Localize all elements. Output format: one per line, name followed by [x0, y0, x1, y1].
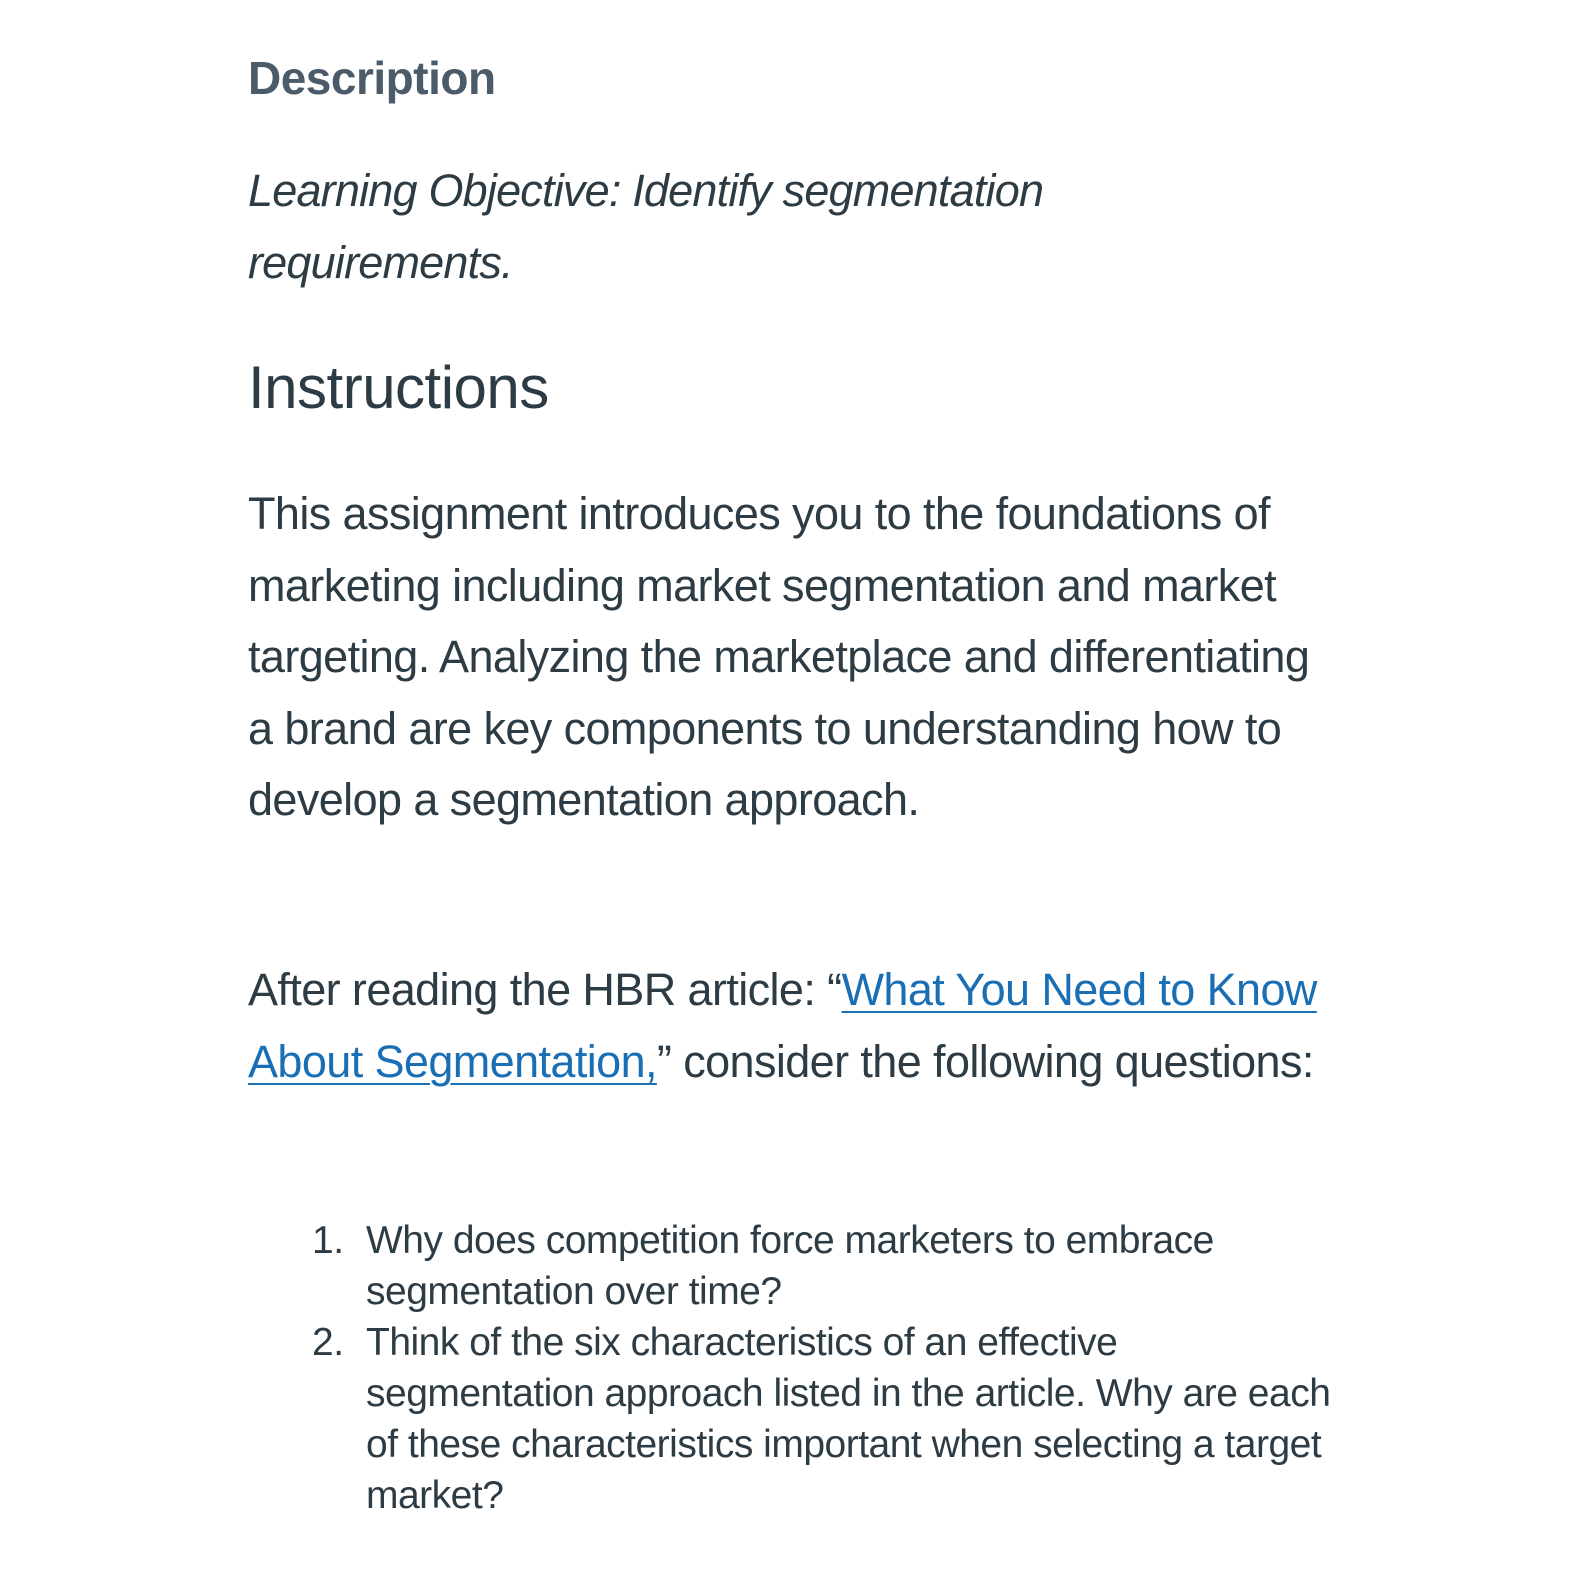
intro-paragraph: This assignment introduces you to the foundations of marketing including market segmentation and market targeting. Analyzing the marketplace and differentiating a brand are key components to understanding how to develop a segmentation approach.: [248, 488, 1310, 825]
instructions-heading: Instructions: [248, 354, 549, 421]
article-prefix: After reading the HBR article: “: [248, 964, 842, 1015]
article-paragraph: [248, 954, 1323, 1097]
description-heading: Description: [248, 52, 496, 104]
question-text: Why does competition force marketers to embrace segmentation over time?: [366, 1219, 1214, 1313]
question-number: 2.: [312, 1321, 344, 1364]
question-list: [248, 1215, 1338, 1521]
list-item: [248, 1215, 1338, 1317]
question-text: Think of the six characteristics of an effective segmentation approach listed in the article. Why are each of these characteristics important when selecting a target market?: [366, 1321, 1331, 1517]
question-number: 1.: [312, 1219, 344, 1262]
article-suffix: ” consider the following questions:: [656, 1035, 1314, 1087]
hbr-article-link[interactable]: What You Need to Know About Segmentation,: [248, 964, 1317, 1087]
list-item: [248, 1317, 1338, 1521]
learning-objective: Learning Objective: Identify segmentation requirements.: [248, 165, 1044, 288]
